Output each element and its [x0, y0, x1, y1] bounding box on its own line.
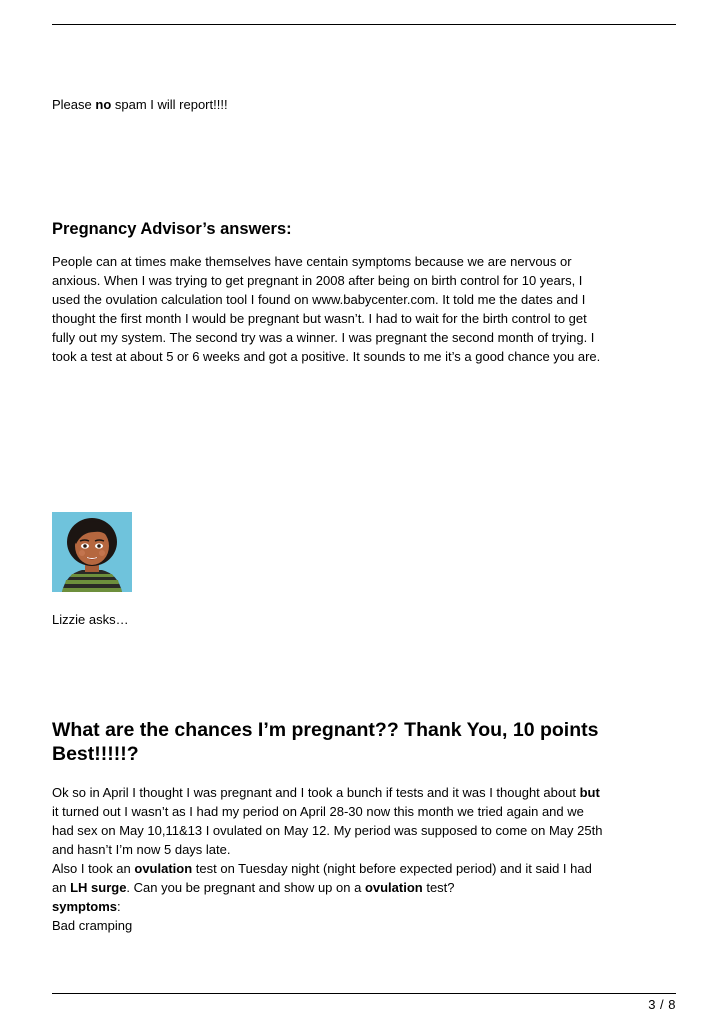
- header-rule: [52, 24, 676, 25]
- question-line: Ok so in April I thought I was pregnant and I took a bunch if tests and it was I thought about but: [52, 785, 600, 800]
- question-line: and hasn’t I’m now 5 days late.: [52, 842, 231, 857]
- answer-heading: Pregnancy Advisor’s answers:: [52, 220, 292, 238]
- avatar: [52, 512, 132, 592]
- question-title-line: Best!!!!!?: [52, 743, 139, 765]
- footer-rule: [52, 993, 676, 994]
- asker-label: Lizzie asks…: [52, 612, 129, 627]
- question-line: Bad cramping: [52, 918, 133, 933]
- answer-line: thought the first month I would be pregnant but wasn’t. I had to wait for the birth control to get: [52, 311, 587, 326]
- cartoon-woman-avatar-icon: [52, 512, 132, 592]
- answer-line: fully out my system. The second try was a winner. I was pregnant the second month of trying. I: [52, 330, 595, 345]
- question-line: an LH surge. Can you be pregnant and show up on a ovulation test?: [52, 880, 455, 895]
- page-number: 3 / 8: [648, 997, 676, 1012]
- question-line: symptoms:: [52, 899, 121, 914]
- answer-line: People can at times make themselves have centain symptoms because we are nervous or: [52, 254, 572, 269]
- answer-line: took a test at about 5 or 6 weeks and got a positive. It sounds to me it’s a good chance you are.: [52, 349, 601, 364]
- question-line: it turned out I wasn’t as I had my period on April 28-30 now this month we tried again and we: [52, 804, 584, 819]
- question-line: Also I took an ovulation test on Tuesday night (night before expected period) and it said I had: [52, 861, 592, 876]
- question-line: had sex on May 10,11&13 I ovulated on May 12. My period was supposed to come on May 25th: [52, 823, 603, 838]
- answer-body: [52, 252, 678, 366]
- spam-note: Please no spam I will report!!!!: [52, 97, 228, 112]
- question-title: [52, 718, 678, 766]
- answer-line: anxious. When I was trying to get pregnant in 2008 after being on birth control for 10 years, I: [52, 273, 583, 288]
- question-body: [52, 783, 678, 935]
- question-title-line: What are the chances I’m pregnant?? Thank You, 10 points: [52, 719, 599, 741]
- answer-line: used the ovulation calculation tool I found on www.babycenter.com. It told me the dates and I: [52, 292, 586, 307]
